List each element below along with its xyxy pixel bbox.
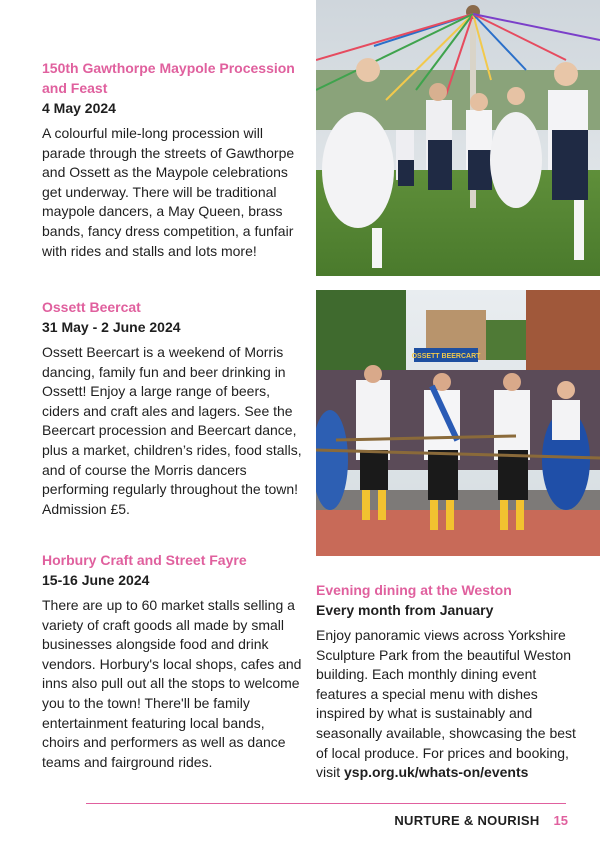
event-title: Evening dining at the Weston	[316, 582, 512, 598]
event-title: Ossett Beercat	[42, 299, 141, 315]
maypole-dancers-photo	[316, 0, 600, 276]
event-description	[316, 626, 586, 783]
event-date: 31 May - 2 June 2024	[42, 319, 181, 335]
event-ossett-beercart	[42, 297, 304, 519]
event-title: Horbury Craft and Street Fayre	[42, 552, 247, 568]
event-description: A colourful mile-long procession will parade through the streets of Gawthorpe and Ossett as the Maypole celebrations get underway. There will be traditional maypole dancers, a May Queen, brass bands, fancy dress competition, a funfair with rides and stalls and lots more!	[42, 125, 295, 259]
page-footer	[394, 812, 568, 830]
morris-dancers-photo	[316, 290, 600, 556]
event-weston-dining	[316, 580, 586, 783]
footer-divider	[86, 803, 566, 804]
event-description-text: Enjoy panoramic views across Yorkshire Sculpture Park from the beautiful Weston building. Each monthly dining event features a special menu with dishes inspired by what is sustainably and seasonally available, showcasing the best of local produce. For prices and booking, visit	[316, 627, 576, 781]
event-gawthorpe-maypole	[42, 58, 304, 261]
event-title: 150th Gawthorpe Maypole Procession and Feast	[42, 60, 295, 96]
event-date: Every month from January	[316, 602, 494, 618]
event-description: Ossett Beercart is a weekend of Morris dancing, family fun and beer drinking in Ossett! Enjoy a large range of beers, ciders and craft ales and lagers. See the Beercart procession and Beercart dance, plus a market, children’s rides, food stalls, and of course the Morris dancers performing regularly throughout the town! Admission £5.	[42, 344, 302, 517]
event-description: There are up to 60 market stalls selling a variety of craft goods all made by small businesses alongside food and drink vendors. Horbury's local shops, cafes and inns also pull out all the stops to welcome you to the town! There'll be family entertainment featuring local bands, choirs and performers as well as dance teams and fairground rides.	[42, 597, 302, 770]
ysp-events-link[interactable]: ysp.org.uk/whats-on/events	[344, 764, 529, 781]
event-horbury-fayre	[42, 550, 304, 772]
event-date: 15-16 June 2024	[42, 572, 150, 588]
event-date: 4 May 2024	[42, 100, 116, 116]
page-number: 15	[553, 813, 568, 828]
section-title: NURTURE & NOURISH	[394, 813, 540, 828]
morris-banner-text: OSSETT BEERCART	[411, 353, 481, 360]
